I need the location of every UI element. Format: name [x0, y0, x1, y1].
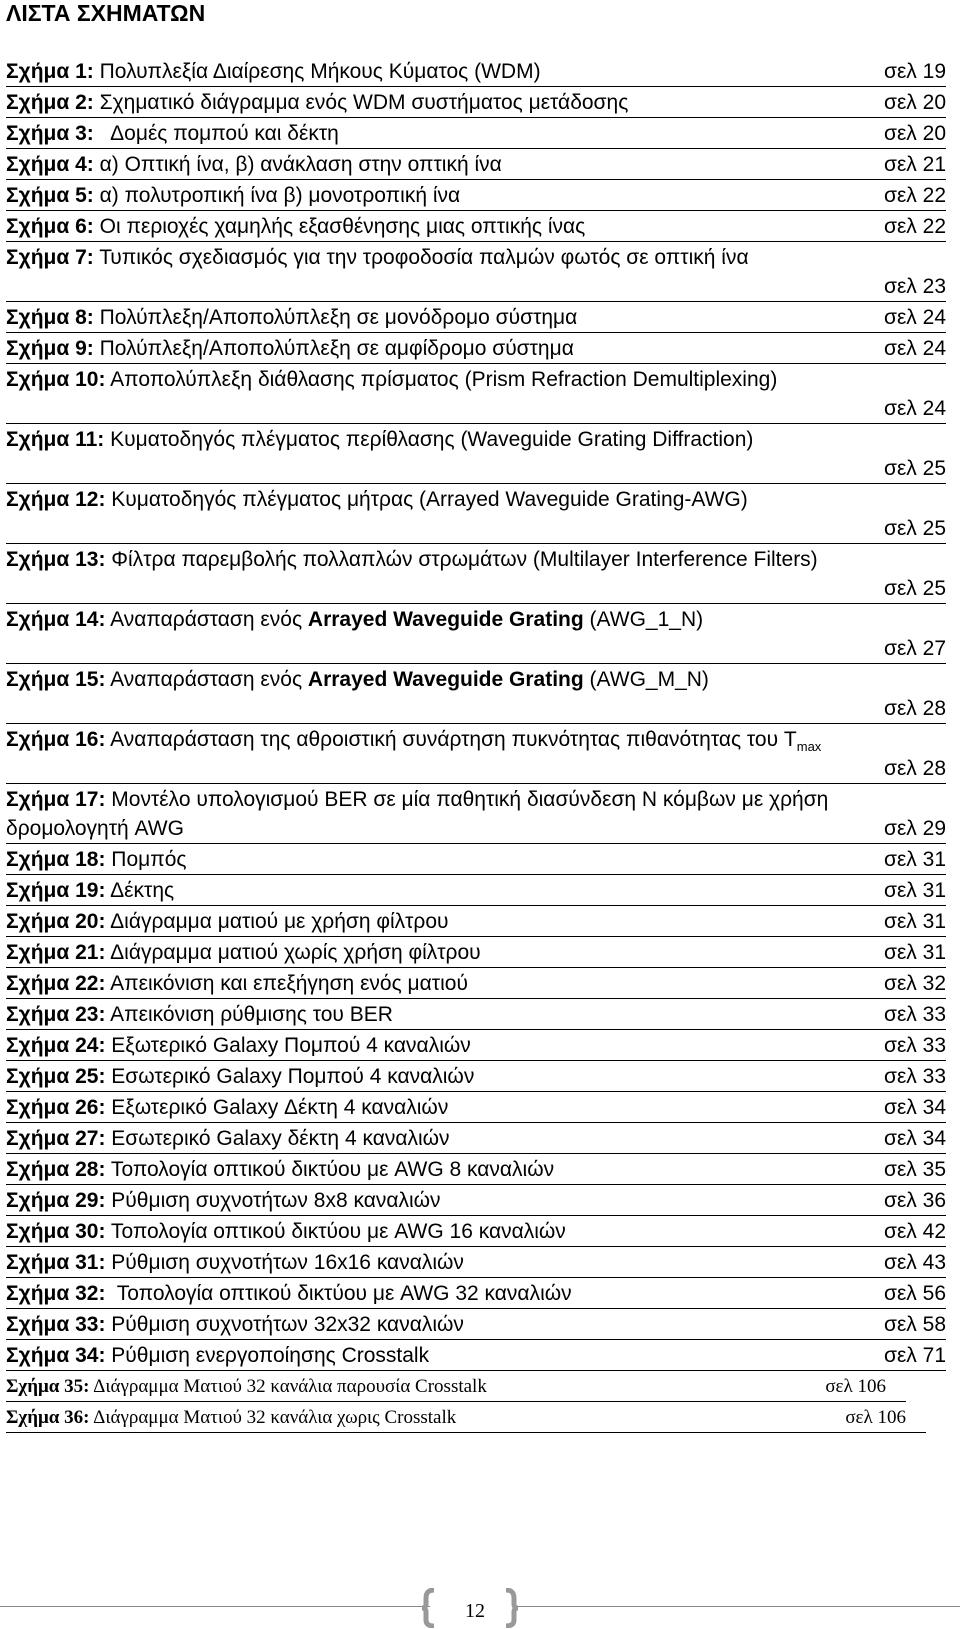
list-item — [6, 969, 946, 999]
list-item — [6, 907, 946, 937]
list-item — [6, 725, 946, 784]
page-reference: σελ 23 — [883, 275, 946, 298]
figure-label: Σχήμα 29: — [6, 1189, 106, 1212]
figure-caption: Αναπαράσταση ενός — [105, 668, 308, 691]
list-item — [6, 665, 946, 724]
figure-label: Σχήμα 6: — [6, 215, 94, 238]
figure-label: Σχήμα 10: — [6, 368, 106, 391]
figure-caption: Τοπολογία οπτικού δικτύου με AWG 16 καναλιών — [105, 1220, 566, 1243]
page-reference: σελ 21 — [883, 153, 946, 176]
figure-label: Σχήμα 19: — [6, 879, 106, 902]
figure-label: Σχήμα 2: — [6, 91, 94, 114]
figure-caption: Πολυπλεξία Διαίρεσης Μήκους Κύματος (WDM) — [93, 60, 541, 83]
figure-caption: Μοντέλο υπολογισμού BER σε μία παθητική διασύνδεση Ν κόμβων με χρήση — [105, 788, 829, 811]
figure-caption: Δέκτης — [105, 879, 175, 902]
list-item — [6, 1310, 946, 1340]
figure-caption: Φίλτρα παρεμβολής πολλαπλών στρωμάτων (Multilayer Interference Filters) — [105, 548, 818, 571]
figure-label: Σχήμα 11: — [6, 428, 105, 451]
page-reference: σελ 71 — [883, 1344, 946, 1367]
page-reference: σελ 35 — [883, 1158, 946, 1181]
list-item — [6, 485, 946, 544]
figure-caption: Εσωτερικό Galaxy δέκτη 4 καναλιών — [105, 1127, 450, 1150]
list-item — [6, 57, 946, 87]
figure-label: Σχήμα 8: — [6, 306, 94, 329]
figure-label: Σχήμα 20: — [6, 910, 106, 933]
figure-label: Σχήμα 26: — [6, 1096, 106, 1119]
figure-label: Σχήμα 17: — [6, 788, 106, 811]
page-reference: σελ 25 — [883, 517, 946, 540]
figure-caption: α) πολυτροπική ίνα β) μονοτροπική ίνα — [93, 184, 461, 207]
figure-label: Σχήμα 25: — [6, 1065, 106, 1088]
figure-caption: Τοπολογία οπτικού δικτύου με AWG 32 καναλιών — [105, 1282, 572, 1305]
list-item — [6, 1403, 926, 1433]
figure-caption: Εξωτερικό Galaxy Δέκτη 4 καναλιών — [105, 1096, 449, 1119]
figure-caption: Αναπαράσταση ενός — [105, 608, 308, 631]
figure-caption: Διάγραμμα Ματιού 32 κανάλια χωρις Crosstalk — [89, 1407, 457, 1428]
figure-caption-bold: Arrayed Waveguide Grating — [307, 608, 584, 631]
list-item — [6, 1341, 946, 1371]
figure-label: Σχήμα 21: — [6, 941, 106, 964]
page-reference: σελ 25 — [883, 577, 946, 600]
figure-caption-continued: δρομολογητή AWG — [6, 817, 184, 840]
list-item — [6, 1000, 946, 1030]
page-reference: σελ 42 — [883, 1220, 946, 1243]
figure-label: Σχήμα 27: — [6, 1127, 106, 1150]
page-reference: σελ 22 — [883, 184, 946, 207]
list-item — [6, 1093, 946, 1123]
page-reference: σελ 24 — [883, 337, 946, 360]
list-item — [6, 365, 946, 424]
figure-label: Σχήμα 35: — [6, 1376, 90, 1397]
figure-caption: Τοπολογία οπτικού δικτύου με AWG 8 καναλιών — [105, 1158, 555, 1181]
list-item — [6, 1031, 946, 1061]
page-reference: σελ 20 — [883, 122, 946, 145]
list-item — [6, 1186, 946, 1216]
figure-caption: Αναπαράσταση της αθροιστική συνάρτηση πυκνότητας πιθανότητας του T — [105, 728, 797, 751]
footer-rule-left — [0, 1606, 430, 1607]
figure-caption: Απεικόνιση και επεξήγηση ενός ματιού — [105, 972, 468, 995]
list-item — [6, 1062, 946, 1092]
figure-caption: Δομές πομπού και δέκτη — [93, 122, 339, 145]
figure-label: Σχήμα 13: — [6, 548, 106, 571]
page-reference: σελ 31 — [883, 879, 946, 902]
figure-label: Σχήμα 18: — [6, 848, 106, 871]
page-reference: σελ 34 — [883, 1127, 946, 1150]
subscript: max — [796, 739, 822, 755]
list-item — [6, 1248, 946, 1278]
list-item — [6, 88, 946, 118]
page-reference: σελ 58 — [883, 1313, 946, 1336]
figure-caption-suffix: (AWG_1_N) — [583, 608, 704, 631]
figure-caption: Τυπικός σχεδιασμός για την τροφοδοσία παλμών φωτός σε οπτική ίνα — [93, 246, 749, 269]
page-reference: σελ 36 — [883, 1189, 946, 1212]
page-reference: σελ 28 — [883, 697, 946, 720]
figure-caption: Διάγραμμα ματιού με χρήση φίλτρου — [105, 910, 449, 933]
figure-label: Σχήμα 16: — [6, 728, 106, 751]
page-reference: σελ 31 — [883, 910, 946, 933]
page-reference: σελ 33 — [883, 1034, 946, 1057]
figure-caption: Διάγραμμα ματιού χωρίς χρήση φίλτρου — [105, 941, 481, 964]
page-reference: σελ 34 — [883, 1096, 946, 1119]
figure-caption: Κυματοδηγός πλέγματος περίθλασης (Waveguide Grating Diffraction) — [104, 428, 754, 451]
figure-label: Σχήμα 30: — [6, 1220, 106, 1243]
figure-caption: Κυματοδηγός πλέγματος μήτρας (Arrayed Waveguide Grating-AWG) — [105, 488, 748, 511]
page-reference: σελ 22 — [883, 215, 946, 238]
list-item — [6, 334, 946, 364]
figure-caption: Εξωτερικό Galaxy Πομπού 4 καναλιών — [105, 1034, 471, 1057]
figure-label: Σχήμα 3: — [6, 122, 94, 145]
figure-label: Σχήμα 15: — [6, 668, 106, 691]
figure-label: Σχήμα 4: — [6, 153, 94, 176]
list-item — [6, 425, 946, 484]
list-item — [6, 1372, 906, 1402]
figure-caption: Εσωτερικό Galaxy Πομπού 4 καναλιών — [105, 1065, 475, 1088]
list-item — [6, 1217, 946, 1247]
list-item — [6, 938, 946, 968]
page-reference: σελ 25 — [883, 457, 946, 480]
figure-caption: Απεικόνιση ρύθμισης του BER — [105, 1003, 393, 1026]
footer-rule-right — [518, 1606, 960, 1607]
page-reference: σελ 24 — [883, 397, 946, 420]
figure-label: Σχήμα 14: — [6, 608, 106, 631]
page-reference: σελ 24 — [883, 306, 946, 329]
figure-label: Σχήμα 23: — [6, 1003, 106, 1026]
list-item — [6, 785, 946, 844]
figure-label: Σχήμα 28: — [6, 1158, 106, 1181]
list-item — [6, 119, 946, 149]
list-title: ΛΙΣΤΑ ΣΧΗΜΑΤΩΝ — [6, 0, 206, 26]
page-reference: σελ 56 — [883, 1282, 946, 1305]
page-reference: σελ 33 — [883, 1003, 946, 1026]
list-item — [6, 1124, 946, 1154]
figure-caption: Οι περιοχές χαμηλής εξασθένησης μιας οπτικής ίνας — [93, 215, 586, 238]
figure-caption: Ρύθμιση ενεργοποίησης Crosstalk — [105, 1344, 430, 1367]
figure-label: Σχήμα 33: — [6, 1313, 106, 1336]
figure-caption-suffix: (AWG_M_N) — [583, 668, 709, 691]
list-item — [6, 876, 946, 906]
figure-caption: Πομπός — [105, 848, 187, 871]
page-reference: σελ 106 — [845, 1407, 906, 1428]
figure-caption: Ρύθμιση συχνοτήτων 8x8 καναλιών — [105, 1189, 441, 1212]
list-item — [6, 181, 946, 211]
figure-label: Σχήμα 5: — [6, 184, 94, 207]
page-footer — [0, 1588, 960, 1628]
list-item — [6, 243, 946, 302]
figure-label: Σχήμα 34: — [6, 1344, 106, 1367]
list-item — [6, 150, 946, 180]
figure-label: Σχήμα 22: — [6, 972, 106, 995]
figure-caption: Ρύθμιση συχνοτήτων 32x32 καναλιών — [105, 1313, 464, 1336]
figure-label: Σχήμα 31: — [6, 1251, 106, 1274]
page-reference: σελ 31 — [883, 941, 946, 964]
figure-label: Σχήμα 36: — [6, 1407, 90, 1428]
figure-list — [6, 56, 946, 1433]
list-item — [6, 1155, 946, 1185]
figure-caption: Πολύπλεξη/Αποπολύπλεξη σε αμφίδρομο σύστημα — [93, 337, 574, 360]
page-reference: σελ 27 — [883, 637, 946, 660]
figure-caption: Σχηματικό διάγραμμα ενός WDM συστήματος μετάδοσης — [93, 91, 629, 114]
figure-label: Σχήμα 24: — [6, 1034, 106, 1057]
figure-label: Σχήμα 32: — [6, 1282, 106, 1305]
page-reference: σελ 19 — [883, 60, 946, 83]
figure-caption: Πολύπλεξη/Αποπολύπλεξη σε μονόδρομο σύστημα — [93, 306, 578, 329]
list-item — [6, 845, 946, 875]
page-reference: σελ 29 — [883, 817, 946, 840]
page-number: 12 — [465, 1600, 485, 1622]
figure-caption: Αποπολύπλεξη διάθλασης πρίσματος (Prism Refraction Demultiplexing) — [105, 368, 778, 391]
list-item — [6, 303, 946, 333]
page-reference: σελ 43 — [883, 1251, 946, 1274]
list-item — [6, 212, 946, 242]
figure-caption-bold: Arrayed Waveguide Grating — [307, 668, 584, 691]
figure-label: Σχήμα 9: — [6, 337, 94, 360]
page-reference: σελ 33 — [883, 1065, 946, 1088]
page-reference: σελ 20 — [883, 91, 946, 114]
page-reference: σελ 32 — [883, 972, 946, 995]
list-item — [6, 605, 946, 664]
figure-label: Σχήμα 1: — [6, 60, 94, 83]
figure-caption: Ρύθμιση συχνοτήτων 16x16 καναλιών — [105, 1251, 464, 1274]
page-reference: σελ 31 — [883, 848, 946, 871]
page-reference: σελ 106 — [825, 1376, 886, 1397]
figure-caption: Διάγραμμα Ματιού 32 κανάλια παρουσία Crosstalk — [89, 1376, 487, 1397]
list-item — [6, 1279, 946, 1309]
figure-label: Σχήμα 7: — [6, 246, 94, 269]
figure-caption: α) Οπτική ίνα, β) ανάκλαση στην οπτική ίνα — [93, 153, 502, 176]
page-reference: σελ 28 — [883, 757, 946, 780]
list-item — [6, 545, 946, 604]
figure-label: Σχήμα 12: — [6, 488, 106, 511]
